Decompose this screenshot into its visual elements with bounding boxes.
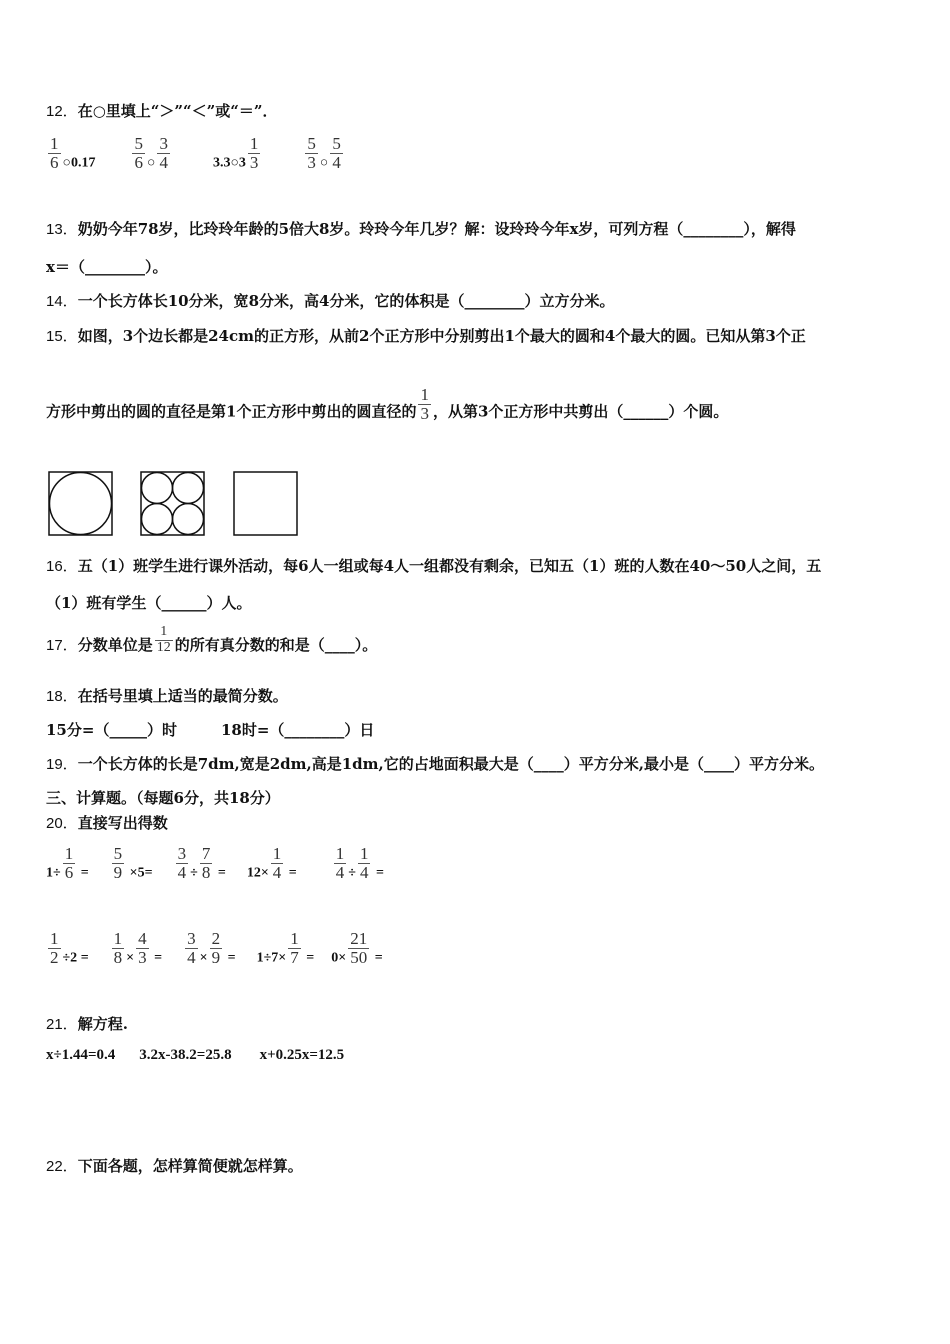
q13-line1: 13．奶奶今年78岁，比玲玲年龄的5倍大8岁。玲玲今年几岁？解：设玲玲今年x岁，可列方程（________），解得 [46,220,796,238]
fraction: $\frac{3}{4}$ [159,134,168,172]
q16-line2: （1）班有学生（______）人。 [46,594,252,612]
fraction: $\frac{1}{8}$ [113,929,123,967]
fraction: $\frac{3}{4}$ [187,929,196,967]
fraction: $\frac{7}{8}$ [201,844,211,882]
fraction: $\frac{5}{9}$ [113,844,123,882]
circle-large [50,473,112,535]
fraction: $\frac{1}{6}$ [64,844,74,882]
q18-prompt: 18．在括号里填上适当的最简分数。 [46,687,288,705]
fraction: $\frac{3}{4}$ [177,844,187,882]
fraction: $\frac{5}{4}$ [332,134,341,172]
q14-prompt: 14．一个长方体长10分米，宽8分米，高4分米，它的体积是（________）立方分米。 [46,292,615,310]
section-title: 三、计算题。（每题6分，共18分） [46,789,280,807]
q20-prompt: 20．直接写出得数 [46,814,168,832]
fraction: $\frac{21}{50}$ [350,929,368,967]
fraction: $\frac{4}{3}$ [138,929,147,967]
q21-equations: x÷1.44=0.4 3.2x-38.2=25.8 x+0.25x=12.5 [46,1047,345,1063]
q17-prompt: 17．分数单位是 $\frac{1}{12}$ 的所有真分数的和是（____）。 [46,624,378,655]
fraction: $\frac{1}{4}$ [272,844,282,882]
fraction: $\frac{1}{12}$ [156,624,171,655]
q15-line2: 方形中剪出的圆的直径是第1个正方形中剪出的圆直径的 $\frac{1}{3}$ ，从第3个正方形中共剪出（______）个圆。 [46,385,729,423]
calc-row-2: $\frac{1}{2}$ ÷2 = $\frac{1}{8}$ × $\frac{4}{3}$ = $\frac{3}{4}$ × $\frac{2}{9}$ = 1÷7× $\frac{1}{7}$ = 0× $\frac{21}{50}$ = [50,929,383,967]
q12-items: $\frac{1}{6}$ ○0.17 $\frac{5}{6}$ ○ $\frac{3}{4}$ 3.3○3 $\frac{1}{3}$ $\frac{5}{3}$ ○ $\frac{5}{4}$ [50,134,341,172]
fraction: $\frac{1}{4}$ [335,844,345,882]
fraction: $\frac{1}{2}$ [50,929,59,967]
circle-small [173,473,204,504]
fraction: $\frac{1}{4}$ [359,844,369,882]
q22-prompt: 22．下面各题，怎样算简便就怎样算。 [46,1157,303,1175]
q21-prompt: 21．解方程. [46,1015,128,1033]
square-2 [141,472,204,535]
circle-small [142,504,173,535]
fraction: $\frac{1}{3}$ [249,134,259,172]
fraction: $\frac{5}{6}$ [134,134,143,172]
fraction: $\frac{5}{3}$ [307,134,316,172]
q15-line1: 15．如图，3个边长都是24cm的正方形，从前2个正方形中分别剪出1个最大的圆和4个最大的圆。已知从第3个正 [46,327,806,345]
calc-row-1: 1÷ $\frac{1}{6}$ = $\frac{5}{9}$ ×5= $\frac{3}{4}$ ÷ $\frac{7}{8}$ = 12× $\frac{1}{4}$ = $\frac{1}{4}$ ÷ $\frac{1}{4}$ = [46,844,384,882]
fraction: $\frac{1}{6}$ [50,134,59,172]
square-3 [234,472,297,535]
q15-figure [46,470,302,538]
q18-items: 15分=（_____）时 18时=（________）日 [46,721,375,739]
circle-small [142,473,173,504]
circle-small [173,504,204,535]
fraction: $\frac{1}{3}$ [420,385,429,423]
fraction: $\frac{2}{9}$ [211,929,221,967]
q13-line2: x＝（________）。 [46,258,168,276]
fraction: $\frac{1}{7}$ [290,929,299,967]
q16-line1: 16．五（1）班学生进行课外活动，每6人一组或每4人一组都没有剩余，已知五（1）班的人数在40～50人之间，五 [46,557,822,575]
q12-prompt: 12．在○里填上“＞”“＜”或“＝”． [46,102,278,120]
q19-prompt: 19．一个长方体的长是7dm,宽是2dm,高是1dm,它的占地面积最大是（____）平方分米,最小是（____）平方分米。 [46,755,824,773]
